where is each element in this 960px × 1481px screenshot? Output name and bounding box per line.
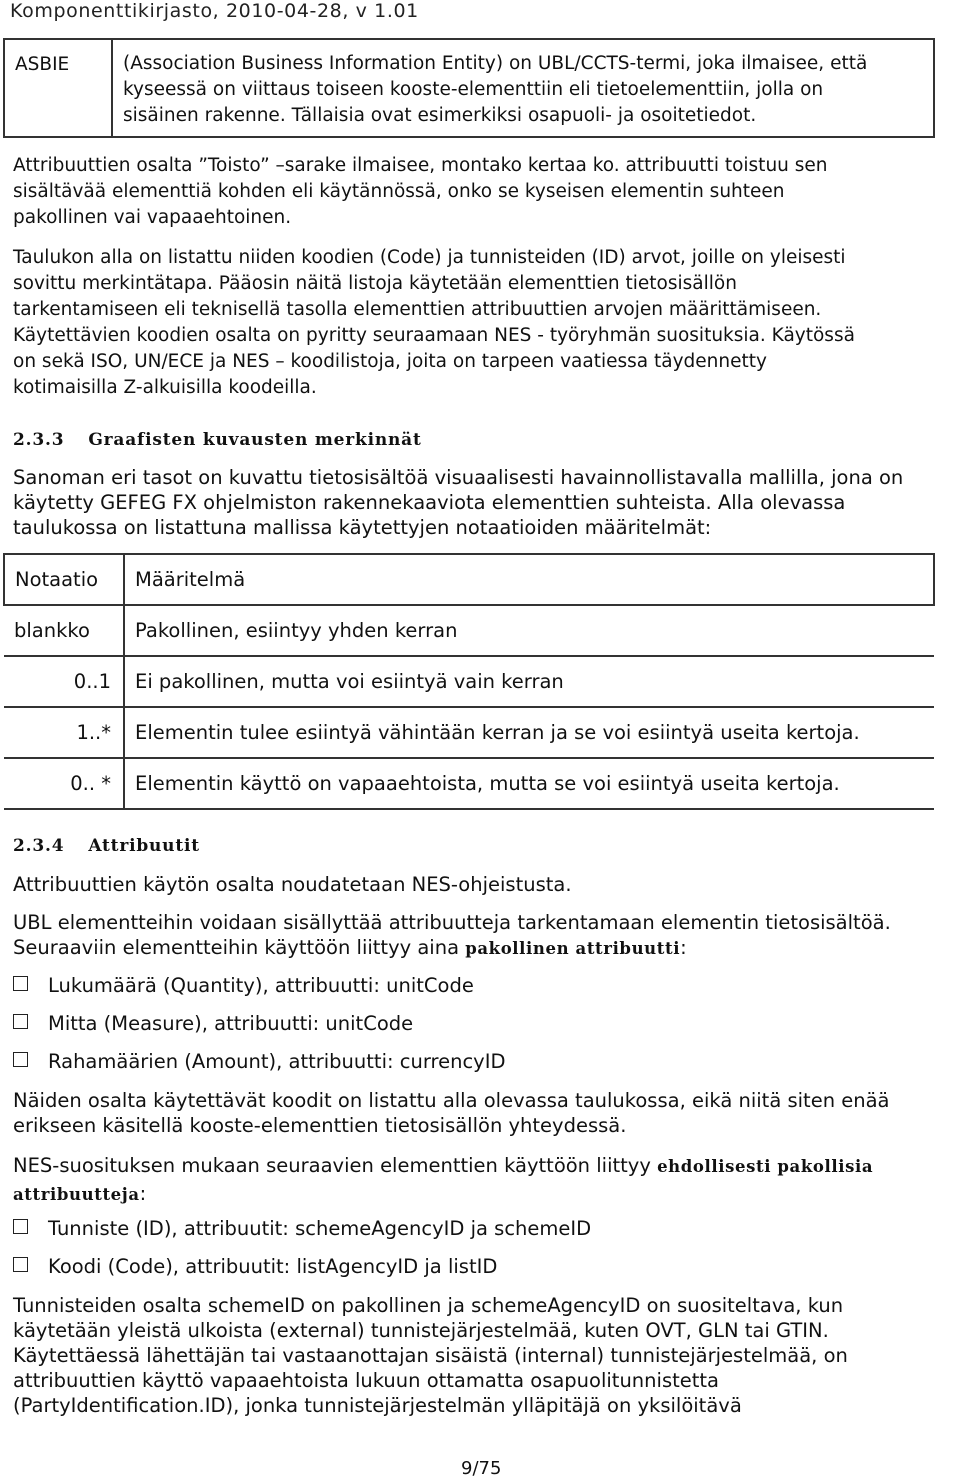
text-line: Sanoman eri tasot on kuvattu tietosisältöä visuaalisesti havainnollistavalla mallilla, jona on <box>13 466 904 489</box>
paragraph-graphical-notation-intro <box>13 465 948 540</box>
text-run: Seuraaviin elementteihin käyttöön liittyy aina <box>13 936 466 959</box>
running-header: Komponenttikirjasto, 2010-04-28, v 1.01 <box>10 0 419 22</box>
definition-cell: Elementin käyttö on vapaaehtoista, mutta se voi esiintyä useita kertoja. <box>124 758 934 809</box>
list-item <box>13 1255 497 1279</box>
text-line: käytetty GEFEG FX ohjelmiston rakennekaaviota elementtien suhteista. Alla olevassa <box>13 491 846 514</box>
section-heading-2-3-4 <box>13 836 200 856</box>
paragraph-attribute-repeat <box>13 153 943 231</box>
checkbox-bullet-icon <box>13 1219 28 1234</box>
section-heading-2-3-3 <box>13 430 422 450</box>
text-line: kotimaisilla Z-alkuisilla koodeilla. <box>13 377 317 398</box>
paragraph-conditional-attributes <box>13 1153 948 1207</box>
page-number: 9/75 <box>461 1458 502 1479</box>
list-item-text: Mitta (Measure), attribuutti: unitCode <box>48 1012 414 1035</box>
section-number: 2.3.4 <box>13 836 65 856</box>
list-item-text: Rahamäärien (Amount), attribuutti: currencyID <box>48 1050 506 1073</box>
text-line: Näiden osalta käytettävät koodit on listattu alla olevassa taulukossa, eikä niitä siten enää <box>13 1089 890 1112</box>
text-line: Attribuuttien osalta ”Toisto” –sarake ilmaisee, montako kertaa ko. attribuutti toistuu sen <box>13 155 828 176</box>
checkbox-bullet-icon <box>13 1014 28 1029</box>
notation-cell: 1..* <box>4 707 124 758</box>
paragraph-mandatory-attributes <box>13 910 948 961</box>
text-line <box>13 1181 948 1207</box>
section-title: Attribuutit <box>88 836 200 856</box>
text-line: UBL elementteihin voidaan sisällyttää attribuutteja tarkentamaan elementin tietosisältöä. <box>13 911 891 934</box>
text-line: attribuuttien käyttö vapaaehtoista lukuun ottamatta osapuolitunnistetta <box>13 1369 719 1392</box>
text-line <box>13 1153 948 1179</box>
bold-term: attribuutteja <box>13 1185 140 1204</box>
text-run: NES-suosituksen mukaan seuraavien elementtien käyttöön liittyy <box>13 1154 658 1177</box>
text-line: sovittu merkintätapa. Pääosin näitä listoja käytetään elementtien tietosisällön <box>13 273 737 294</box>
text-run: : <box>680 936 687 959</box>
table-row <box>4 656 934 707</box>
text-line: käytetään yleistä ulkoista (external) tunnistejärjestelmää, kuten OVT, GLN tai GTIN. <box>13 1319 829 1342</box>
table-row <box>4 707 934 758</box>
definition-cell: Pakollinen, esiintyy yhden kerran <box>124 605 934 656</box>
definition-cell: Ei pakollinen, mutta voi esiintyä vain kerran <box>124 656 934 707</box>
list-item <box>13 1050 505 1074</box>
paragraph-identifier-attributes <box>13 1293 948 1418</box>
list-item <box>13 1217 591 1241</box>
checkbox-bullet-icon <box>13 976 28 991</box>
table-row <box>4 758 934 809</box>
asbie-definition-table <box>3 38 935 138</box>
definition-text <box>112 39 934 137</box>
list-item-text: Koodi (Code), attribuutit: listAgencyID ja listID <box>48 1255 498 1278</box>
bold-term: pakollinen attribuutti <box>465 939 681 958</box>
definition-line: sisäinen rakenne. Tällaisia ovat esimerkiksi osapuoli- ja osoitetiedot. <box>123 105 757 126</box>
table-header-cell: Notaatio <box>4 554 124 605</box>
list-item <box>13 974 474 998</box>
table-header-row <box>4 554 934 605</box>
text-line: sisältävää elementtiä kohden eli käytännössä, onko se kyseisen elementin suhteen <box>13 181 785 202</box>
text-line: taulukossa on listattuna mallissa käytettyjen notaatioiden määritelmät: <box>13 516 712 539</box>
table-header-cell: Määritelmä <box>124 554 934 605</box>
paragraph-code-lists <box>13 245 943 401</box>
definition-line: kyseessä on viittaus toiseen kooste-elementtiin eli tietoelementtiin, jolla on <box>123 79 824 100</box>
section-title: Graafisten kuvausten merkinnät <box>88 430 422 450</box>
text-line: Käytettäessä lähettäjän tai vastaanottajan sisäistä (internal) tunnistejärjestelmää, on <box>13 1344 848 1367</box>
text-line: on sekä ISO, UN/ECE ja NES – koodilistoja, joita on tarpeen vaatiessa täydennetty <box>13 351 767 372</box>
paragraph-nes-guidance: Attribuuttien käytön osalta noudatetaan NES-ohjeistusta. <box>13 873 572 896</box>
text-line: Käytettävien koodien osalta on pyritty seuraamaan NES - työryhmän suosituksia. Käytössä <box>13 325 855 346</box>
definition-line: (Association Business Information Entity) on UBL/CCTS-termi, joka ilmaisee, että <box>123 53 868 74</box>
text-line: pakollinen vai vapaaehtoinen. <box>13 207 292 228</box>
text-line: Taulukon alla on listattu niiden koodien (Code) ja tunnisteiden (ID) arvot, joille on yleisesti <box>13 247 846 268</box>
definition-cell: Elementin tulee esiintyä vähintään kerran ja se voi esiintyä useita kertoja. <box>124 707 934 758</box>
text-line: Tunnisteiden osalta schemeID on pakollinen ja schemeAgencyID on suositeltava, kun <box>13 1294 844 1317</box>
table-row <box>4 605 934 656</box>
section-number: 2.3.3 <box>13 430 65 450</box>
checkbox-bullet-icon <box>13 1257 28 1272</box>
checkbox-bullet-icon <box>13 1052 28 1067</box>
notation-cell: 0..1 <box>4 656 124 707</box>
text-line: erikseen käsitellä kooste-elementtien tietosisällön yhteydessä. <box>13 1114 627 1137</box>
bold-term: ehdollisesti pakollisia <box>657 1157 874 1176</box>
notation-cell: 0.. * <box>4 758 124 809</box>
paragraph-code-listing <box>13 1088 948 1138</box>
list-item-text: Lukumäärä (Quantity), attribuutti: unitCode <box>48 974 474 997</box>
notation-table <box>3 553 935 810</box>
text-run: : <box>139 1182 147 1205</box>
text-line: tarkentamiseen eli teknisellä tasolla elementtien attribuuttien arvojen määrittämiseen. <box>13 299 822 320</box>
list-item <box>13 1012 413 1036</box>
definition-term: ASBIE <box>15 54 70 75</box>
text-line <box>13 935 948 961</box>
text-line: (PartyIdentification.ID), jonka tunnistejärjestelmän ylläpitäjä on yksilöitävä <box>13 1394 742 1417</box>
notation-cell: blankko <box>4 605 124 656</box>
list-item-text: Tunniste (ID), attribuutit: schemeAgencyID ja schemeID <box>48 1217 592 1240</box>
